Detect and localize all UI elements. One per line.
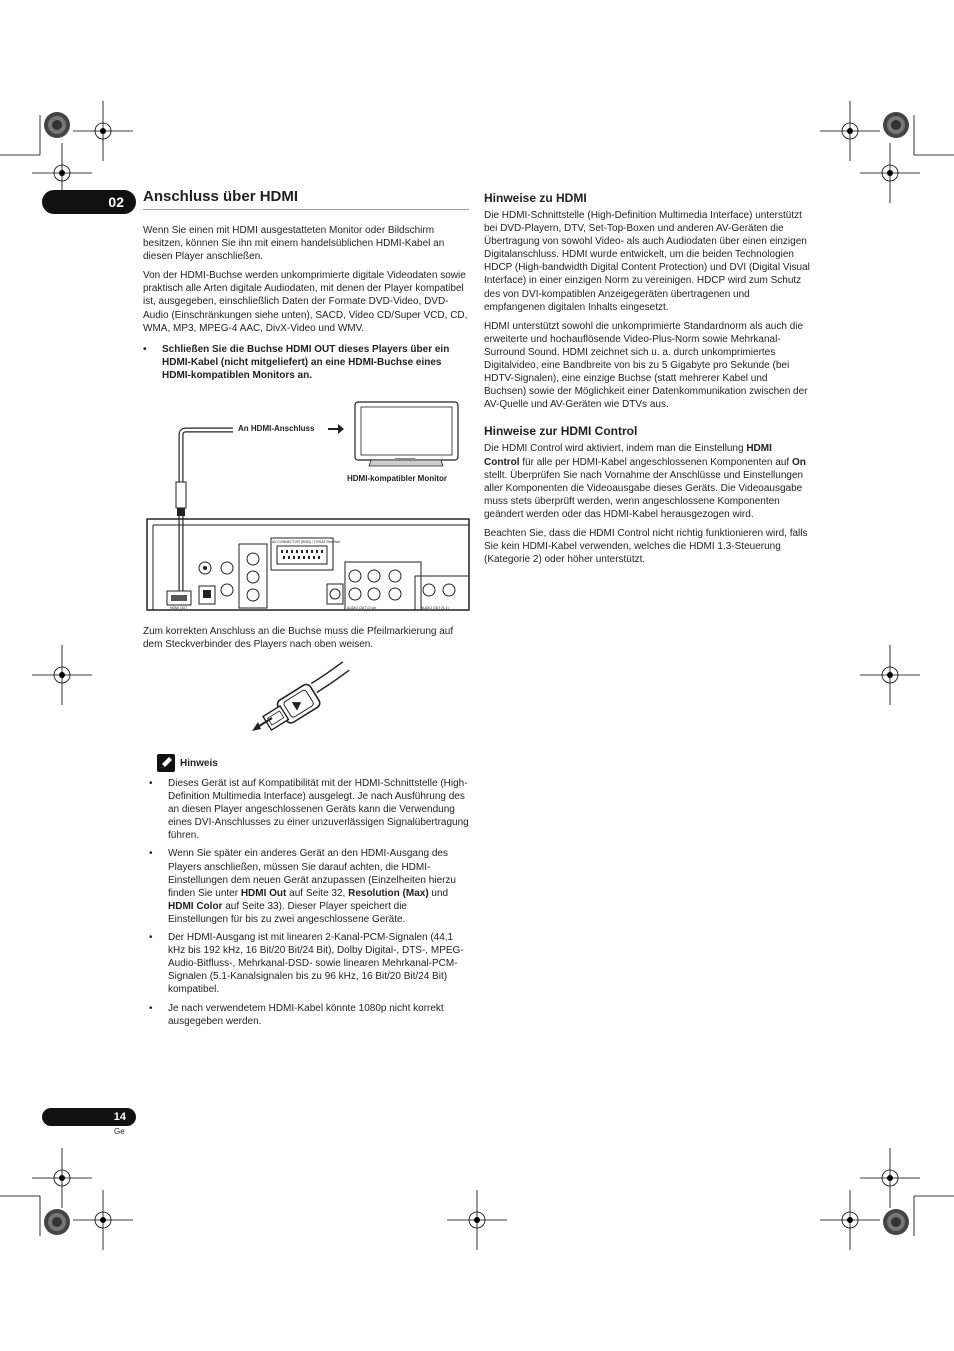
note-list bbox=[149, 777, 469, 1028]
setting-on: On bbox=[791, 456, 806, 468]
notes-block bbox=[149, 777, 469, 1033]
note-item bbox=[149, 931, 469, 996]
note-title: Hinweis bbox=[180, 758, 218, 769]
hdmi-paragraph-2: HDMI unterstützt sowohl die unkomprimierte Standardnorm als auch die erweiterte und hochauflösende Video-Plus-Norm sowie Mehrkanal-Surround Sound. HDMI zeichnet sich u. a. durch unkomprimiertes Digitalvideo, eine Bandbreite von bis zu 5 Gigabyte pro Sekunde (bei HDTV-Signalen), eine einzige Buchse (statt mehrerer Kabel und Buchsen) sowie der Möglichkeit einer Datenkommunikation zwischen der AV-Quelle und AV-Geräten wie DTVs aus. bbox=[484, 320, 808, 411]
note-item bbox=[149, 1002, 469, 1028]
formats-paragraph: Von der HDMI-Buchse werden unkomprimierte digitale Videodaten sowie praktisch alle Arten digitale Audiodaten, mit denen der Player kompatibel ist, ausgegeben, einschließlich Daten der Formate DVD-Video, DVD-Audio (Einschränkungen siehe unten), SACD, Video CD/Super VCD, CD, WMA, MP3, MPEG-4 AAC, DivX-Video und WMV. bbox=[143, 270, 468, 334]
burst-mark-br bbox=[883, 1209, 909, 1235]
text-run: Wenn Sie später ein anderes Gerät an den HDMI-Ausgang des Players anschließen, müssen Sie darauf achten, die HDMI-Einstellungen dem neuen Gerät anzupassen (Einzelheiten hierzu finden Sie unter bbox=[168, 848, 456, 899]
setting-hdmi-color: HDMI Color bbox=[168, 900, 223, 912]
hdmi-control-paragraph-1 bbox=[484, 442, 810, 521]
note-text bbox=[168, 847, 469, 926]
intro-paragraph: Wenn Sie einen mit HDMI ausgestatteten Monitor oder Bildschirm besitzen, können Sie ihn mit einem handelsüblichen HDMI-Kabel an diesen Player anschließen. bbox=[143, 225, 445, 263]
note-text: Je nach verwendetem HDMI-Kabel könnte 1080p nicht korrekt ausgegeben werden. bbox=[168, 1002, 444, 1027]
bullet-mark: • bbox=[149, 778, 153, 789]
hdmi-port-label: An HDMI-Anschluss bbox=[238, 424, 315, 433]
bullet-mark: • bbox=[143, 343, 147, 355]
text-run: Die HDMI Control wird aktiviert, indem man die Einstellung bbox=[484, 443, 747, 455]
text-run: stellt. Überprüfen Sie nach Vornahme der Anschlüsse und Einstellungen aller Komponenten die Videoausgabe dieses Geräts. Die Videoausgabe muss stets überprüft werden, wenn angeschlossene Komponenten geändert werden oder das HDMI-Kabel herausgezogen wird. bbox=[484, 469, 804, 520]
page-number-tab: 14 bbox=[42, 1108, 136, 1126]
right-column bbox=[484, 190, 810, 572]
arrow-icon bbox=[328, 424, 344, 434]
text-run: und bbox=[428, 887, 449, 899]
note-text: Der HDMI-Ausgang ist mit linearen 2-Kanal-PCM-Signalen (44,1 kHz bis 192 kHz, 16 Bit/20 Bit/24 Bit), Dolby Digital-, DTS-, MPEG-Audio-Bitfluss-, Mehrkanal-DSD- sowie linearen Mehrkanal-PCM-Signalen (5.1-Kanalsignalen bis zu 96 kHz, 16 Bit/20 Bit/24 Bit) kompatibel. bbox=[168, 932, 464, 996]
section-title: Anschluss über HDMI bbox=[143, 188, 469, 210]
bullet-mark: • bbox=[149, 1002, 153, 1014]
language-code: Ge bbox=[114, 1127, 125, 1136]
setting-resolution: Resolution (Max) bbox=[348, 887, 429, 899]
text-run: für alle per HDMI-Kabel angeschlossenen Komponenten auf bbox=[519, 456, 792, 468]
instruction-bullet bbox=[143, 343, 469, 382]
bullet-mark: • bbox=[149, 848, 153, 860]
audio-out-51-label: AUDIO OUT (5.1) bbox=[421, 606, 449, 610]
setting-hdmi-control: HDMI Control bbox=[484, 443, 772, 468]
left-column bbox=[143, 224, 469, 382]
monitor-label: HDMI-kompatibler Monitor bbox=[347, 474, 447, 483]
scart-label: AV CONNECTOR (RGB) / TV/SAT Receiver bbox=[272, 540, 341, 544]
connector-paragraph: Zum korrekten Anschluss an die Buchse muss die Pfeilmarkierung auf dem Steckverbinder des Players nach oben weisen. bbox=[143, 626, 454, 651]
hdmi-control-paragraph-2: Beachten Sie, dass die HDMI Control nicht richtig funktionieren wird, falls Sie kein HDMI-Kabel verwenden, welches die HDMI 1.3-Steuerung (Kategorie 2) oder höher unterstützt. bbox=[484, 527, 808, 566]
heading-hdmi-control: Hinweise zur HDMI Control bbox=[484, 424, 638, 439]
burst-mark-tr bbox=[883, 112, 909, 138]
text-run: auf Seite 32, bbox=[286, 887, 349, 899]
bullet-mark: • bbox=[149, 932, 153, 944]
note-item bbox=[149, 777, 469, 842]
setting-hdmi-out: HDMI Out bbox=[240, 887, 287, 899]
audio-out-2ch-label: AUDIO OUT (2 ch) bbox=[347, 606, 377, 610]
note-pencil-icon bbox=[157, 754, 175, 772]
monitor-illustration bbox=[355, 402, 458, 466]
hdmi-paragraph-1: Die HDMI-Schnittstelle (High-Definition Multimedia Interface) unterstützt bei DVD-Playern, DTV, Set-Top-Boxen und anderen AV-Geräten die Übertragung von sowohl Video- als auch Audiodaten über einen einzigen Digitalanschluss. HDMI wurde entwickelt, um die beiden Technologien HDCP (High-bandwidth Digital Content Protection) und DVI (Digital Visual Interface) in einer einzigen Norm zu vereinigen. HDCP wird zum Schutz des von DVI-kompatiblen Anzeigegeräten übertragenen und empfangenen digitalen Inhalts eingesetzt. bbox=[484, 210, 810, 313]
instruction-text: Schließen Sie die Buchse HDMI OUT dieses Players über ein HDMI-Kabel (nicht mitgeliefert) an eine HDMI-Buchse eines HDMI-kompatiblen Monitors an. bbox=[162, 343, 450, 381]
text-run: auf Seite 33). Dieser Player speichert die Einstellungen für bis zu zwei angeschlossene Geräte. bbox=[168, 900, 407, 925]
connector-paragraph-block bbox=[143, 625, 469, 657]
note-item bbox=[149, 847, 469, 926]
note-text: Dieses Gerät ist auf Kompatibilität mit der HDMI-Schnittstelle (High-Definition Multimedia Interface) ausgelegt. Je nach Ausführung des an diesen Player angeschlossenen Geräts kann die Verwendung eines DVI-Anschlusses zu einer unzuverlässigen Signalübertragung führen. bbox=[168, 778, 469, 842]
chapter-number-tab: 02 bbox=[42, 190, 136, 214]
heading-hdmi-notes: Hinweise zu HDMI bbox=[484, 191, 587, 205]
player-rear-panel bbox=[147, 519, 469, 610]
hdmi-out-label: HDMI OUT bbox=[170, 606, 188, 610]
hdmi-plug-illustration bbox=[250, 660, 360, 740]
burst-mark-bl bbox=[44, 1209, 70, 1235]
burst-mark-tl bbox=[44, 112, 70, 138]
